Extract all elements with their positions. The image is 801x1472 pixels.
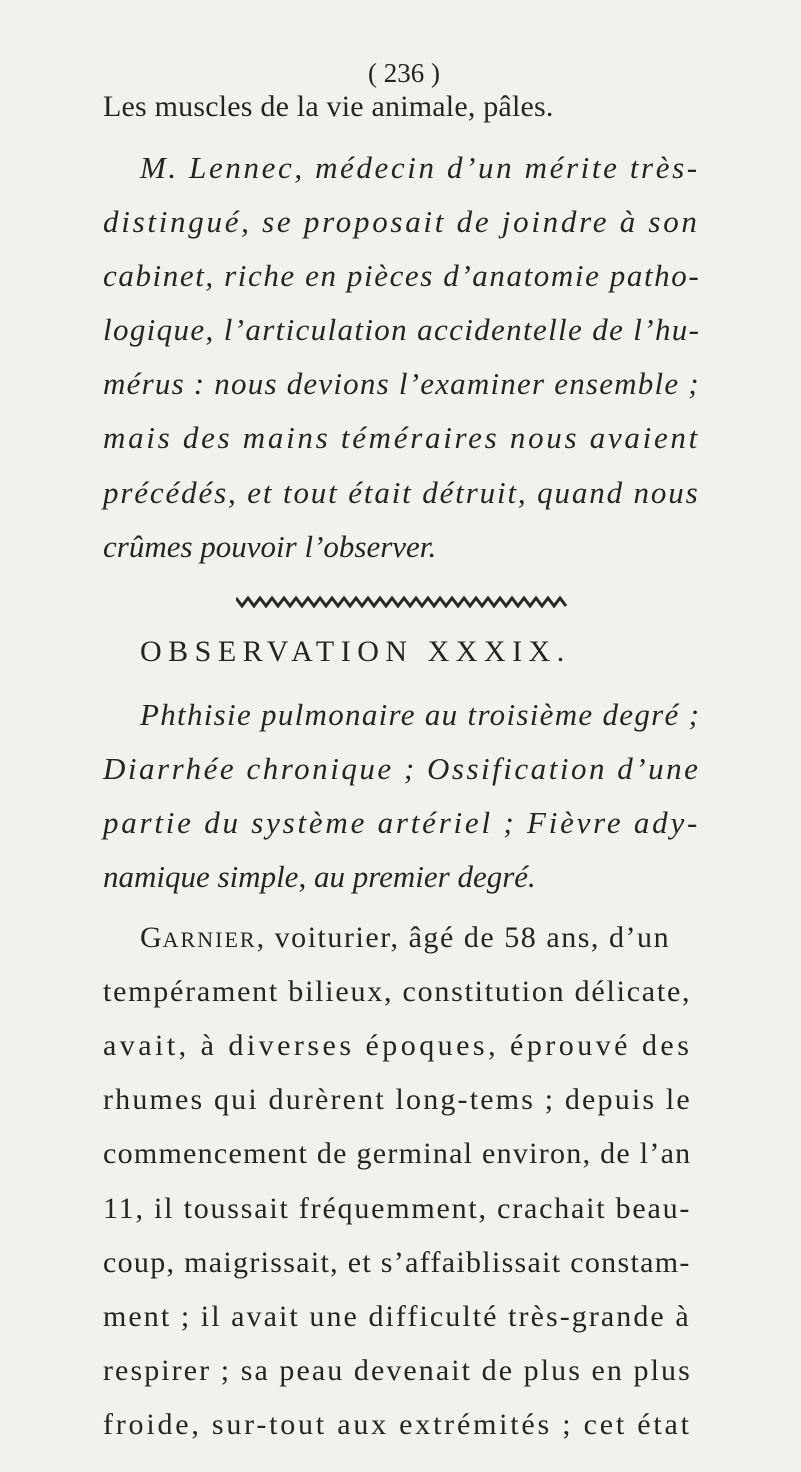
text-line-3: distingué, se proposait de joindre à son [103,204,700,240]
text-line-5: logique, l’articulation accidentelle de l’hu- [103,312,701,348]
text-line-7: mais des mains téméraires nous avaient [103,420,700,456]
observation-heading: OBSERVATION XXXIX. [140,634,571,668]
body-line-10: froide, sur-tout aux extrémités ; cet état [103,1408,692,1441]
ornamental-rule [236,596,568,608]
text-line-9: crûmes pouvoir l’observer. [103,528,437,564]
subtitle-line-3: partie du système artériel ; Fièvre ady- [103,805,701,841]
body-line-2: tempérament bilieux, constitution délicate, [103,975,692,1009]
patient-name-rest: ARNIER [162,926,257,952]
text-line-8: précédés, et tout était détruit, quand nous [103,474,700,510]
subtitle-line-2: Diarrhée chronique ; Ossification d’une [103,750,701,786]
subtitle-line-1: Phthisie pulmonaire au troisième degré ; [140,696,701,732]
text-line-1: Les muscles de la vie animale, pâles. [103,90,554,123]
text-line-4: cabinet, riche en pièces d’anatomie patho- [103,258,701,294]
body-line-6: 11, il toussait fréquemment, crachait beau- [103,1191,692,1225]
body-line-3: avait, à diverses époques, éprouvé des [103,1029,693,1063]
subtitle-line-4: namique simple, au premier degré. [103,859,536,895]
body-line-5: commencement de germinal environ, de l’an [103,1137,692,1171]
body-line-7: coup, maigrissait, et s’affaiblissait constam- [103,1245,691,1279]
text-line-6: mérus : nous devions l’examiner ensemble ; [103,366,700,402]
text-line-2: M. Lennec, médecin d’un mérite très- [140,149,700,185]
body-line-1 [140,920,671,954]
page-number: ( 236 ) [368,58,440,88]
body-line-4: rhumes qui durèrent long-tems ; depuis le [103,1083,692,1117]
patient-name-initial: G [140,920,163,954]
body-line-9: respirer ; sa peau devenait de plus en plus [103,1353,692,1387]
body-line-1-rest: , voiturier, âgé de 58 ans, d’un [256,920,671,954]
body-line-8: ment ; il avait une difficulté très-grande à [103,1299,691,1333]
